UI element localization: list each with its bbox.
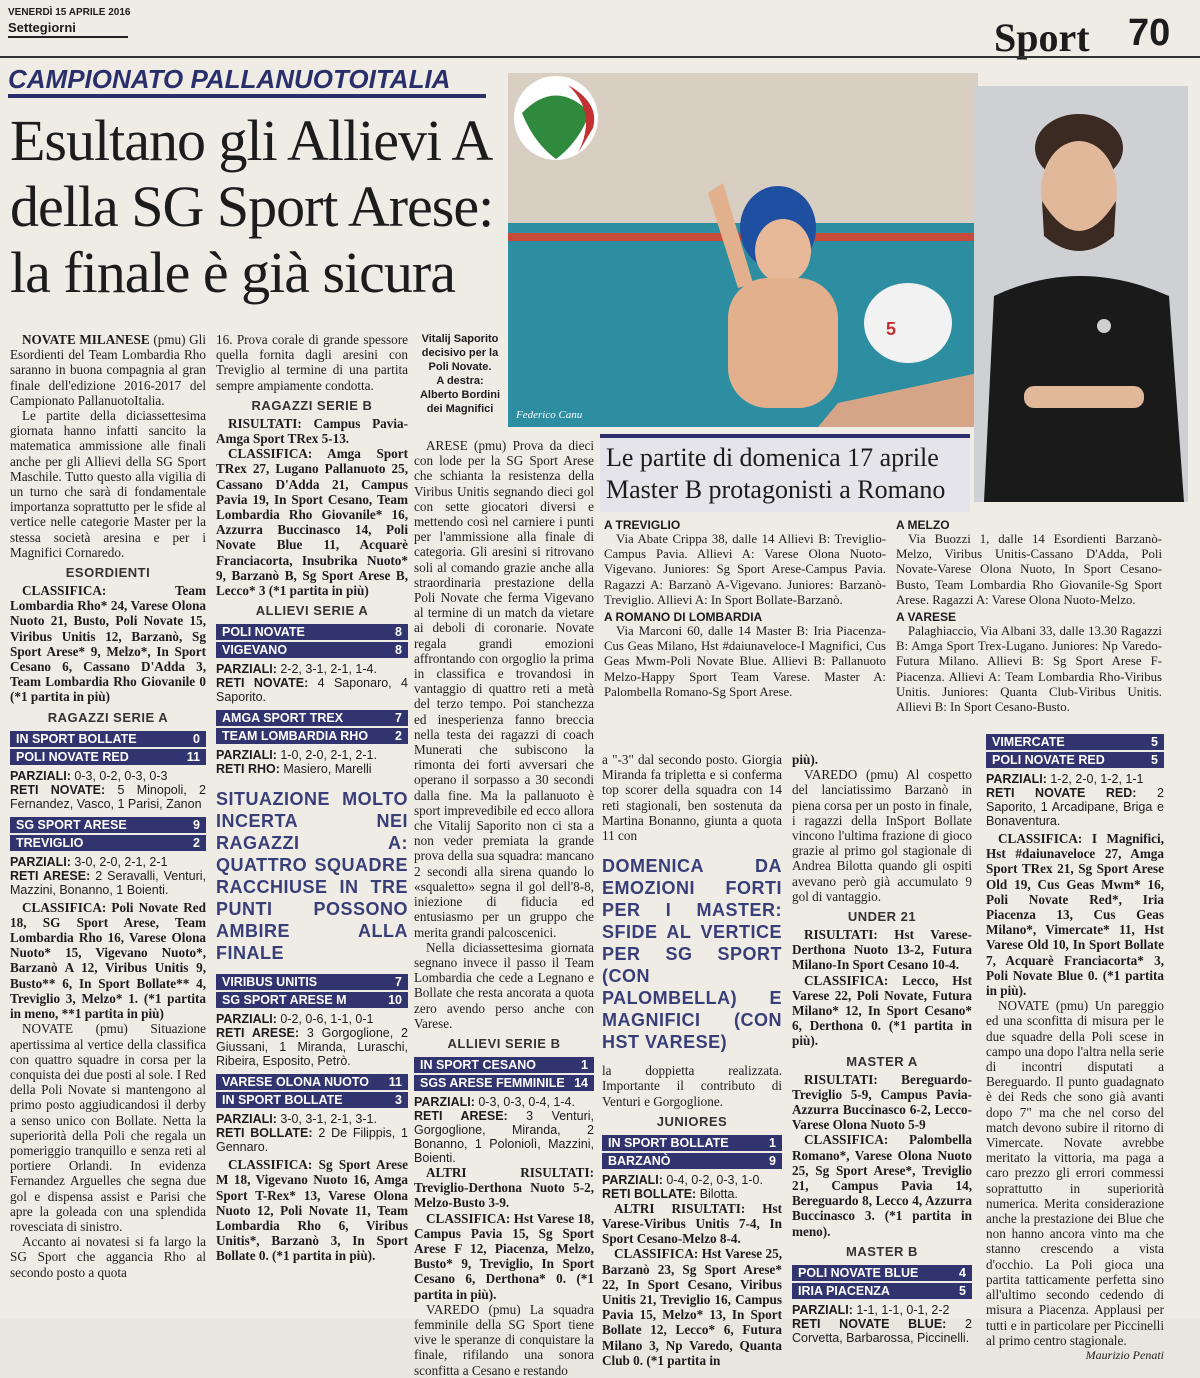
pull-quote: DOMENICA DA EMOZIONI FORTI PER I MASTER: SFIDE AL VERTICE PER SG SPORT (CON PALOMBELLA) E MAGNIFICI (CON HST VARESE) <box>602 856 782 1053</box>
column-1: NOVATE MILANESE (pmu) Gli Esordienti del Team Lombardia Rho saranno in buona compagnia al gran finale dell'edizione 2016-2017 del Campionato PallanuotoItalia. Le partite della diciassettesima giornata hanno infatti sancito la matematica ammissione alle finali anche per gli Allievi della SG Sport Maschile. Tutto questo alla vigilia di un turno che sarà di fondamentale importanza soprattutto per le sfide al vertice nelle categorie Master per la stessa società aresina e per i Magnifici Cornaredo. ESORDIENTI CLASSIFICA: Team Lombardia Rho* 24, Varese Olona Nuoto 21, Busto, Poli Novate 15, Viribus Unitis 12, Barzanò, Sg Sport Arese* 9, Melzo*, In Sport Cesano 6, Cassano D'Adda 3, Team Lombardia Rho Giovanile 0 (*1 partita in più) RAGAZZI SERIE A IN SPORT BOLLATE 0 POLI NOVATE RED 11 PARZIALI: 0-3, 0-2, 0-3, 0-3 RETI NOVATE: 5 Minopoli, 2 Fernandez, Vasco, 1 Parisi, Zanon SG SPORT ARESE 9 TREVIGLIO 2 PARZIALI: 3-0, 2-0, 2-1, 2-1 RETI ARESE: 2 Seravalli, Venturi, Mazzini, Bonanno, 1 Boienti. CLASSIFICA: Poli Novate Red 18, SG Sport Arese, Team Lombardia Rho 16, Varese Olona Nuoto* 15, Vigevano Nuoto*, Barzanò A 12, Viribus Unitis 9, Busto** 6, In Sport Bollate** 4, Treviglio 3, Melzo* 1. (*1 partita in meno, **1 partita in più) NOVATE (pmu) Situazione apertissima al vertice della classifica con quattro squadre in corsa per la conquista dei due posti al sole. I Red della Poli Novate si mantengono al primo posto aggiudicandosi il derby a senso unico con Bollate. Netta la superiorità della Poli che regala un pomeriggio tranquillo e senza reti al portiere Orlandi. In evidenza Fernandez Arguelles che segna due gol e dispensa assist e Parisi che apre la goleada con una splendida rovesciata di sinistro. Accanto ai novatesi si fa largo la SG Sport che aggancia Rho al secondo posto a quota <box>10 332 207 1280</box>
column-5: più). VAREDO (pmu) Al cospetto del lanciatissimo Barzanò in piena corsa per un posto in finale, i ragazzi della InSport Bollate vincono l'ultima frazione di gioco grazie al primo gol stagionale di Andrea Bilotta quando gli ospiti avevano però già accumulato 9 gol di vantaggio. UNDER 21 RISULTATI: Hst Varese-Derthona Nuoto 13-2, Futura Milano-In Sport Cesano 10-4. CLASSIFICA: Lecco, Hst Varese 22, Poli Novate, Futura Milano* 12, In Sport Cesano* 6, Derthona 0. (*1 partita in più). MASTER A RISULTATI: Bereguardo-Treviglio 5-9, Campus Pavia-Azzurra Buccinasco 6-2, Lecco-Varese Olona Nuoto 5-9 CLASSIFICA: Palombella Romano*, Varese Olona Nuoto 25, Sg Sport Arese*, Treviglio 21, Campus Pavia 14, Bereguardo 8, Lecco 4, Azzurra Buccinasco 3. (*1 partita in meno). MASTER B POLI NOVATE BLUE 4 IRIA PIACENZA 5 PARZIALI: 1-1, 1-1, 0-1, 2-2 RETI NOVATE BLUE: 2 Corvetta, Barbarossa, Piccinelli. <box>792 752 972 1345</box>
portrait-photo <box>974 86 1188 502</box>
issue-date: VENERDÌ 15 APRILE 2016 <box>8 7 131 18</box>
article-headline: Esultano gli Allievi A della SG Sport Arese: la finale è già sicura <box>10 108 494 305</box>
scorebox: POLI NOVATE BLUE 4 IRIA PIACENZA 5 <box>792 1265 972 1299</box>
scorebox: VIMERCATE 5 POLI NOVATE RED 5 <box>986 734 1164 768</box>
scorebox: VARESE OLONA NUOTO 11 IN SPORT BOLLATE 3 <box>216 1074 408 1108</box>
pull-quote: SITUAZIONE MOLTO INCERTA NEI RAGAZZI A: QUATTRO SQUADRE RACCHIUSE IN TRE PUNTI POSSONO AMBIRE ALLA FINALE <box>216 789 408 964</box>
fixtures-right: A MELZO Via Buozzi 1, dalle 14 Esordienti Barzanò-Melzo, Viribus Unitis-Cassano D'Adda, Poli Novate-Varese Olona Nuoto, In Sport Cesano-Busto, Team Lombardia Rho Giovanile-Sg Sport Arese. Ragazzi A: Varese Olona Nuoto-Melzo. A VARESE Palaghiaccio, Via Albani 33, dalle 13.30 Ragazzi B: Amga Sport Trex-Lugano. Juniores: Np Varedo-Futura Milano. Allievi B: Sg Sport Arese F-Piacenza. Allievi A: Team Lombardia Rho-Viribus Unitis. Juniores: Quanta Club-Viribus Unitis. Allievi B: In Sport Cesano-Busto. <box>896 518 1162 715</box>
column-3: ARESE (pmu) Prova da dieci con lode per la SG Sport Arese che schianta la resistenza della Viribus Unitis segnando dieci gol con sette giocatori diversi e mettendo così nel carniere i punti per l'ammissione alla finale di categoria. Gli aresini si ritrovano soli al comando grazie anche alla straordinaria prestazione della Poli Novate che ferma Vigevano al termine di un match da vietare ai deboli di coronarie. Novate regala grandi emozioni affrontando con orgoglio la prima in classifica e trovandosi in vantaggio di quattro reti a metà del terzo tempo. Poi stanchezza ed inesperienza fanno breccia nella testa dei ragazzi di coach Munerati che subiscono la rimonta dei forti avversari che operano il sorpasso a 30 secondi dalla fine. Ma la pallanuoto è sport imprevedibile ed ecco allora che Vitalij Saporito non ci sta a non veder premiata la grande prova della sua squadra: mancano 2 secondi alla sirena quando lo «squaletto» segna il gol dell'8-8, iniezione di fiducia ed entusiasmo per un gruppo che merita grandi palcoscenici. Nella diciassettesima giornata segnano invece il passo il Team Lombardia che cede a Legnano e Bollate che resta ancorata a quota zero avendo perso anche con Varese. ALLIEVI SERIE B IN SPORT CESANO 1 SGS ARESE FEMMINILE 14 PARZIALI: 0-3, 0-3, 0-4, 1-4. RETI ARESE: 3 Venturi, Gorgoglione, Miranda, 2 Bonanno, 1 Poloniolì, Mazzini, Boienti. ALTRI RISULTATI: Treviglio-Derthona Nuoto 5-2, Melzo-Busto 3-9. CLASSIFICA: Hst Varese 18, Campus Pavia 15, Sg Sport Arese F 12, Piacenza, Melzo, Busto* 9, Treviglio, In Sport Cesano 6, Derthona* 0. (*1 partita in più). VAREDO (pmu) La squadra femminile della SG Sport tiene vive le speranze di conquistare la finale, rifilando una sonora sconfitta a Cesano e restando <box>414 438 594 1378</box>
page-number: 70 <box>1128 12 1171 54</box>
newspaper-name: Settegiorni <box>8 20 128 38</box>
scorebox: SG SPORT ARESE 9 TREVIGLIO 2 <box>10 817 206 851</box>
header-rule <box>0 56 1200 58</box>
article-kicker: CAMPIONATO PALLANUOTOITALIA <box>8 64 486 98</box>
ragazzi-a-title: RAGAZZI SERIE A <box>47 709 169 725</box>
fixtures-box-title: Le partite di domenica 17 aprile Master B protagonisti a Romano <box>600 434 970 512</box>
scorebox: VIRIBUS UNITIS 7 SG SPORT ARESE M 10 <box>216 974 408 1008</box>
column-6: VIMERCATE 5 POLI NOVATE RED 5 PARZIALI: 1-2, 2-0, 1-2, 1-1 RETI NOVATE RED: 2 Saporito, 1 Arcadipane, Briga e Bonaventura. CLASSIFICA: I Magnifici, Hst #daiunaveloce 27, Amga Sport TRex 21, Sg Sport Arese Old 19, Cus Geas Mwm* 16, Poli Novate Red*, Iria Piacenza 13, Cus Geas Milano*, Vimercate* 11, Hst Varese Old 10, In Sport Bollate 7, Acquarè Franciacorta* 3, Poli Novate Blue 0. (*1 partita in più). NOVATE (pmu) Un pareggio ed una sconfitta di misura per le due squadre della Poli scese in campo una dopo l'altra nella serie di incontri disputati a Bereguardo. Il punto guadagnato è dei Reds che sono già avanti dopo 7" ma che nel corso del match devono subire il ritorno di Vimercate. Novate avrebbe meritato la vittoria, ma paga a caro prezzo gli errori commessi soprattutto in superiorità numerica. Merita considerazione anche la prestazione dei Blue che non hanno ancora vinto ma che stanno crescendo a vista d'occhio. La Poli gioca una partita tatticamente perfetta sino all'ultimo secondo cedendo di misura a Piacenza. Applausi per tutti e in particolare per Piccinelli al primo centro stagionale. Maurizio Penati <box>986 735 1164 1362</box>
column-2: 16. Prova corale di grande spessore quella fornita dagli aresini con Treviglio al termine di una partita sempre ampiamente condotta. RAGAZZI SERIE B RISULTATI: Campus Pavia-Amga Sport TRex 5-13. CLASSIFICA: Amga Sport TRex 27, Lugano Pallanuoto 25, Cassano D'Adda 21, Campus Pavia 19, In Sport Cesano, Team Lombardia Rho Giovanile* 16, Azzurra Buccinasco 14, Poli Novate Blue 11, Acquarè Franciacorta, Insubrika Nuoto* 9, Barzanò B, Sg Sport Arese B, Lecco* 3 (*1 partita in più) ALLIEVI SERIE A POLI NOVATE 8 VIGEVANO 8 PARZIALI: 2-2, 3-1, 2-1, 1-4. RETI NOVATE: 4 Saponaro, 4 Saporito. AMGA SPORT TREX 7 TEAM LOMBARDIA RHO 2 PARZIALI: 1-0, 2-0, 2-1, 2-1. RETI RHO: Masiero, Marelli SITUAZIONE MOLTO INCERTA NEI RAGAZZI A: QUATTRO SQUADRE RACCHIUSE IN TRE PUNTI POSSONO AMBIRE ALLA FINALE VIRIBUS UNITIS 7 SG SPORT ARESE M 10 PARZIALI: 0-2, 0-6, 1-1, 0-1 RETI ARESE: 3 Gorgoglione, 2 Giussani, 1 Miranda, Luraschi, Ribeira, Esposito, Petrò. VARESE OLONA NUOTO 11 IN SPORT BOLLATE 3 PARZIALI: 3-0, 3-1, 2-1, 3-1. RETI BOLLATE: 2 De Filippis, 1 Gennaro. CLASSIFICA: Sg Sport Arese M 18, Vigevano Nuoto 16, Amga Sport T-Rex* 13, Varese Olona Nuoto 12, Poli Novate 11, Team Lombardia Rho 6, Viribus Unitis*, Barzanò 3, In Sport Bollate 0. (*1 partita in più). <box>216 332 408 1264</box>
water-polo-photo <box>508 73 978 427</box>
section-title: Sport <box>994 15 1090 60</box>
author-signature: Maurizio Penati <box>1085 1347 1164 1362</box>
svg-text:5: 5 <box>886 319 897 339</box>
water-polo-illustration <box>508 73 978 427</box>
scorebox: AMGA SPORT TREX 7 TEAM LOMBARDIA RHO 2 <box>216 710 408 744</box>
fixtures-left: A TREVIGLIO Via Abate Crippa 38, dalle 14 Allievi B: Treviglio-Campus Pavia. Allievi A: Varese Olona Nuoto-Vigevano. Juniores: Sg Sport Arese-Campus Pavia. Ragazzi A: Barzanò A-Vigevano. Juniores: Barzanò-Treviglio. Allievi A: In Sport Bollate-Barzanò. A ROMANO DI LOMBARDIA Via Marconi 60, dalle 14 Master B: Iria Piacenza-Cus Geas Milano, Hst #daiunaveloce-I Magnifici, Cus Geas Mwm-Poli Novate Blue. Allievi B: Pallanuoto Melzo-Happy Sport Team Varese. Master A: Palombella Romano-Sg Sport Arese. <box>604 518 886 699</box>
scorebox: IN SPORT BOLLATE 1 BARZANÒ 9 <box>602 1135 782 1169</box>
photo-credit: Federico Canu <box>516 409 583 421</box>
esordienti-title: ESORDIENTI <box>65 565 151 581</box>
photo-caption: Vitalij Saporito decisivo per la Poli Novate. A destra: Alberto Bordini dei Magnifici <box>419 333 501 415</box>
scorebox: IN SPORT CESANO 1 SGS ARESE FEMMINILE 14 <box>414 1057 594 1091</box>
portrait-illustration <box>974 86 1188 502</box>
column-4: a "-3" dal secondo posto. Giorgia Miranda fa tripletta e si conferma top scorer della squadra con 14 reti stagionali, ben sostenuta da Martina Bonanno, giunta a quota 11 con DOMENICA DA EMOZIONI FORTI PER I MASTER: SFIDE AL VERTICE PER SG SPORT (CON PALOMBELLA) E MAGNIFICI (CON HST VARESE) la doppietta realizzata. Importante il contributo di Venturi e Gorgoglione. JUNIORES IN SPORT BOLLATE 1 BARZANÒ 9 PARZIALI: 0-4, 0-2, 0-3, 1-0. RETI BOLLATE: Bilotta. ALTRI RISULTATI: Hst Varese-Viribus Unitis 7-4, In Sport Cesano-Melzo 8-4. CLASSIFICA: Hst Varese 25, Barzanò 23, Sg Sport Arese* 22, In Sport Cesano, Viribus Unitis 21, Treviglio 16, Campus Pavia 15, Melzo* 13, In Sport Bollate 12, Lecco* 6, Futura Milano 3, Np Varedo, Quanta Club 0. (*1 partita in <box>602 752 782 1368</box>
scorebox: IN SPORT BOLLATE 0 POLI NOVATE RED 11 <box>10 731 206 765</box>
scorebox: POLI NOVATE 8 VIGEVANO 8 <box>216 624 408 658</box>
